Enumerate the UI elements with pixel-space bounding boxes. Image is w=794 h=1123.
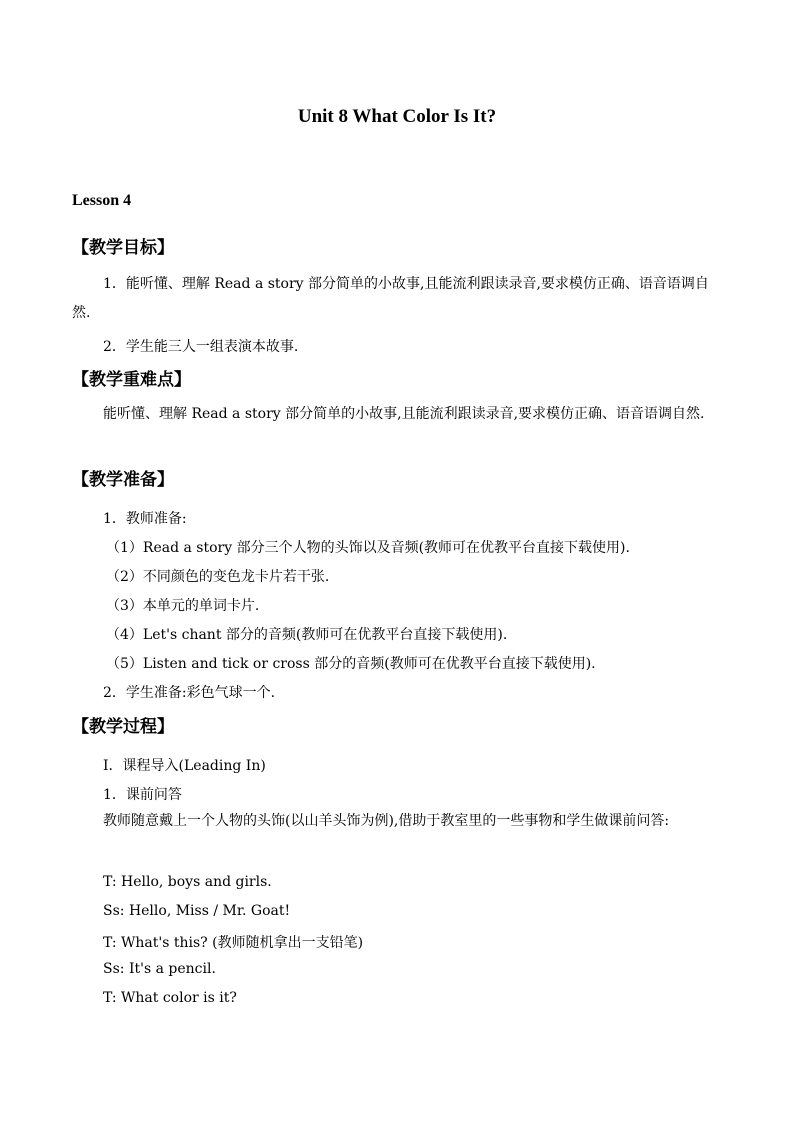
dialogue-line: Ss: Hello, Miss / Mr. Goat! [103,903,291,919]
lesson-label: Lesson 4 [72,192,132,209]
dialogue-line: T: Hello, boys and girls. [103,874,272,890]
key-points-text: 能听懂、理解 Read a story 部分简单的小故事,且能流利跟读录音,要求模仿正确、语音语调自然. [103,406,705,422]
teacher-item-3: （3）本单元的单词卡片. [106,598,260,614]
process-intro: 教师随意戴上一个人物的头饰(以山羊头饰为例),借助于教室里的一些事物和学生做课前问答: [103,813,670,829]
preparation-heading: 【教学准备】 [72,470,174,490]
process-step-title: 1．课前问答 [103,787,182,803]
objectives-heading: 【教学目标】 [72,238,174,258]
objective-item-2: 2．学生能三人一组表演本故事. [103,339,299,355]
process-heading: 【教学过程】 [72,717,174,737]
teacher-item-4: （4）Let's chant 部分的音频(教师可在优教平台直接下载使用). [106,627,508,643]
student-preparation: 2．学生准备:彩色气球一个. [103,685,276,701]
document-title: Unit 8 What Color Is It? [297,106,497,127]
process-part-title: Ⅰ．课程导入(Leading In) [103,758,266,774]
key-points-heading: 【教学重难点】 [72,370,191,390]
teacher-item-5: （5）Listen and tick or cross 部分的音频(教师可在优教平台直接下载使用). [106,656,596,672]
dialogue-line: Ss: It's a pencil. [103,961,216,977]
dialogue-line: T: What color is it? [103,990,237,1006]
teacher-item-1: （1）Read a story 部分三个人物的头饰以及音频(教师可在优教平台直接下载使用). [106,540,630,556]
objective-item-1: 1．能听懂、理解 Read a story 部分简单的小故事,且能流利跟读录音,要求模仿正确、语音语调自然. [72,276,709,321]
teacher-preparation: 1．教师准备: [103,511,187,527]
dialogue-line: T: What's this? (教师随机拿出一支铅笔) [103,935,364,951]
teacher-item-2: （2）不同颜色的变色龙卡片若干张. [106,569,330,585]
